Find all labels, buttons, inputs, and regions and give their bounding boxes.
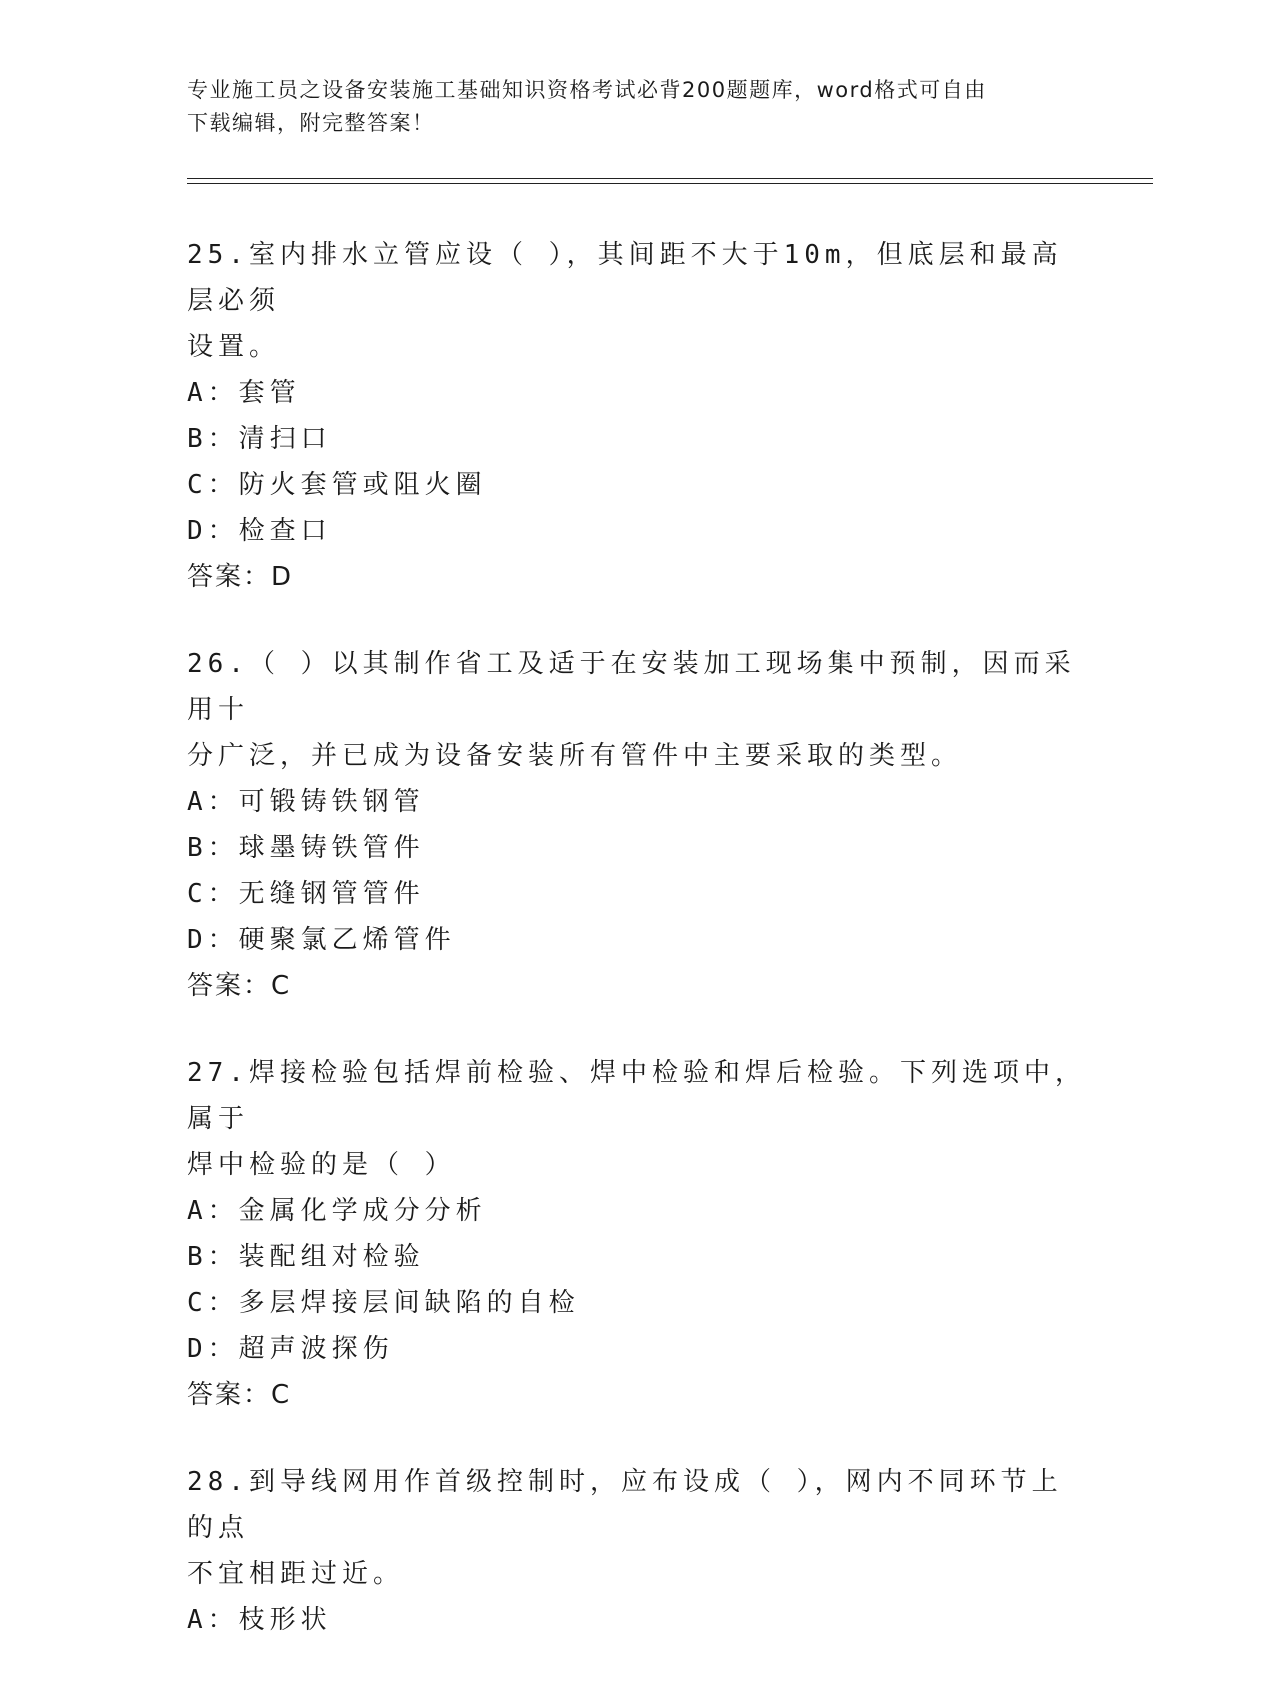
question-text-line-2: 焊中检验的是（ ）: [187, 1150, 456, 1180]
option-c: C：防火套管或阻火圈: [187, 470, 487, 500]
answer: 答案：C: [187, 1380, 292, 1410]
header-line-2: 下载编辑，附完整答案！: [187, 111, 435, 135]
question-27: [187, 1050, 1087, 1418]
header-divider-bottom: [187, 183, 1153, 184]
option-d: D：硬聚氯乙烯管件: [187, 925, 456, 955]
document-header: [187, 74, 1087, 140]
option-d: D：检查口: [187, 516, 332, 546]
question-text-line-1: 26.（ ）以其制作省工及适于在安装加工现场集中预制，因而采用十: [187, 649, 1076, 725]
question-26: [187, 641, 1087, 1009]
answer: 答案：D: [187, 562, 294, 592]
option-a: A：金属化学成分分析: [187, 1196, 487, 1226]
option-a: A：套管: [187, 378, 301, 408]
question-28: [187, 1459, 1087, 1643]
header-line-1: 专业施工员之设备安装施工基础知识资格考试必背200题题库，word格式可自由: [187, 78, 987, 102]
option-b: B：装配组对检验: [187, 1242, 425, 1272]
question-25: [187, 232, 1087, 600]
question-text-line-1: 25.室内排水立管应设（ ），其间距不大于10m，但底层和最高层必须: [187, 240, 1063, 316]
question-text-line-1: 27.焊接检验包括焊前检验、焊中检验和焊后检验。下列选项中，属于: [187, 1058, 1086, 1134]
question-text-line-2: 不宜相距过近。: [187, 1559, 405, 1589]
option-a: A：枝形状: [187, 1605, 332, 1635]
question-text-line-2: 分广泛，并已成为设备安装所有管件中主要采取的类型。: [187, 741, 963, 771]
option-c: C：无缝钢管管件: [187, 879, 425, 909]
question-text-line-1: 28.到导线网用作首级控制时，应布设成（ ），网内不同环节上的点: [187, 1467, 1063, 1543]
option-c: C：多层焊接层间缺陷的自检: [187, 1288, 580, 1318]
option-b: B：球墨铸铁管件: [187, 833, 425, 863]
option-a: A：可锻铸铁钢管: [187, 787, 425, 817]
option-d: D：超声波探伤: [187, 1334, 394, 1364]
option-b: B：清扫口: [187, 424, 332, 454]
answer: 答案：C: [187, 971, 292, 1001]
question-text-line-2: 设置。: [187, 332, 281, 362]
question-list: [187, 232, 1087, 1684]
header-divider-top: [187, 178, 1153, 179]
